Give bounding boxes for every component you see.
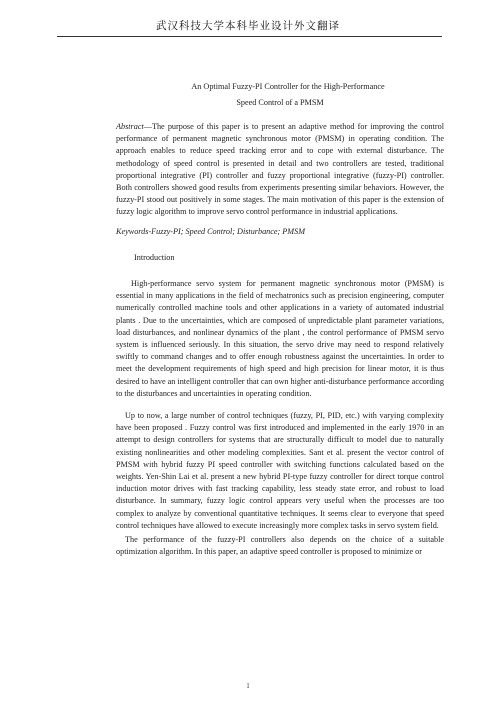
intro-paragraph-1: High-performance servo system for permanent magnetic synchronous motor (PMSM) is essential in many applications in the field of mechatronics such as precision engineering, computer numerically controlled machine tools and other applications in a variety of automated industrial plants . Due to the uncertainties, which are composed of unpredictable plant parameter variations, load disturbances, and nonlinear dynamics of the plant , the control performance of PMSM servo system is influenced seriously. In this situation, the servo drive may need to respond relatively swiftly to command changes and to offer enough robustness against the uncertainties. In order to meet the development requirements of high speed and high precision for linear motor, it is thus desired to have an intelligent controller that can own higher anti-disturbance performance according to the disturbances and uncertainties in operating condition. xyxy=(116,279,444,398)
abstract xyxy=(116,121,444,219)
abstract-label: Abstract xyxy=(116,122,144,131)
page-header-title: 武汉科技大学本科毕业设计外文翻译 xyxy=(156,20,340,32)
intro-paragraph-3: The performance of the fuzzy-PI controllers also depends on the choice of a suitable optimization algorithm. In this paper, an adaptive speed controller is proposed to minimize or xyxy=(116,535,444,557)
intro-paragraph-2: Up to now, a large number of control techniques (fuzzy, PI, PID, etc.) with varying complexity have been proposed . Fuzzy control was first introduced and implemented in the early 1970 in an attempt to design controllers for systems that are structurally difficult to model due to naturally existing nonlinearities and other modeling complexities. Sant et al. present the vector control of PMSM with hybrid fuzzy PI speed controller with switching functions calculated based on the weights. Yen-Shin Lai et al. present a new hybrid PI-type fuzzy controller for direct torque control induction motor drives with fast tracking capability, less steady state error, and robust to load disturbance. In summary, fuzzy logic control appears very useful when the processes are too complex to analyze by conventional quantitative techniques. It seems clear to everyone that speed control techniques have allowed to execute increasingly more complex tasks in servo system field. xyxy=(116,411,444,530)
paper-title xyxy=(116,79,444,111)
document-body xyxy=(116,79,444,559)
header-divider xyxy=(57,36,442,37)
paper-title-line-2: Speed Control of a PMSM xyxy=(236,98,324,107)
keywords: Keywords-Fuzzy-PI; Speed Control; Disturbance; PMSM xyxy=(116,226,306,236)
paper-title-line-1: An Optimal Fuzzy-PI Controller for the High-Performance xyxy=(191,82,385,91)
abstract-text: —The purpose of this paper is to present an adaptive method for improving the control performance of permanent magnetic synchronous motor (PMSM) in operating condition. The approach enables to reduce speed tracking error and to cope with external disturbance. The methodology of speed control is presented in detail and two controllers are tested, traditional proportional integrative (PI) controller and fuzzy proportional integrative (fuzzy-PI) controller. Both controllers showed good results from experiments presenting similar behaviors. However, the fuzzy-PI stood out positively in some stages. The main motivation of this paper is the extension of fuzzy logic algorithm to improve servo control performance in industrial applications. xyxy=(116,122,444,217)
section-heading-introduction: Introduction xyxy=(134,252,175,262)
page-number: 1 xyxy=(246,682,250,690)
